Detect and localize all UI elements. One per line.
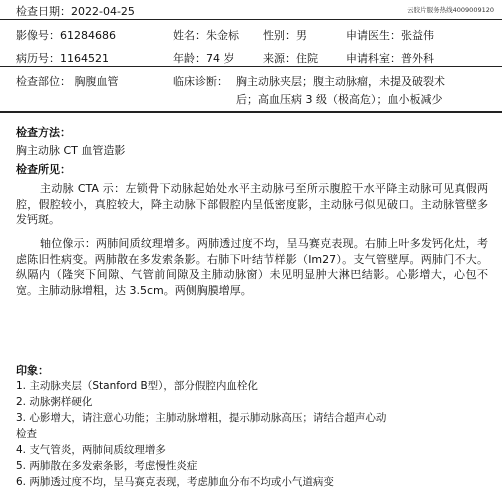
impression-item: 2. 动脉粥样硬化	[16, 396, 93, 408]
impression-item: 6. 两肺透过度不均，呈马赛克表现，考虑肺血分布不均或小气道病变	[16, 476, 334, 488]
header-divider	[0, 19, 502, 20]
impression-item: 检查	[16, 428, 37, 440]
impression-list	[16, 378, 492, 490]
patient-name: 姓名：朱金标	[173, 29, 239, 42]
exam-date: 检查日期：2022-04-25	[16, 5, 135, 18]
info-divider	[0, 66, 502, 67]
section-divider	[0, 111, 502, 113]
hotline-note: 云胶片服务热线4009009120	[407, 6, 494, 14]
diagnosis-label: 临床诊断：	[173, 75, 228, 88]
requesting-department: 申请科室：普外科	[346, 52, 434, 65]
record-number: 病历号：1164521	[16, 52, 109, 65]
impression-item: 1. 主动脉夹层（Stanford B型），部分假腔内血栓化	[16, 380, 258, 392]
diagnosis-line-1: 胸主动脉夹层；腹主动脉瘤，未提及破裂术	[236, 75, 445, 88]
exam-part: 检查部位： 胸腹血管	[16, 75, 119, 88]
findings-paragraph-axial: 轴位像示：两肺间质纹理增多。两肺透过度不均，呈马赛克表现。右肺上叶多发钙化灶，考虑陈旧性病变。两肺散在多发索条影。右肺下叶结节样影（Im27）。支气管壁厚。两肺门不大。纵隔内（隆突下间隙、气管前间隙及主肺动脉窗）未见明显肿大淋巴结影。心影增大，心包不宽。主肺动脉增粗，达 3.5cm。两侧胸膜增厚。	[16, 237, 488, 297]
patient-age: 年龄：74 岁	[173, 52, 235, 65]
method-text: 胸主动脉 CT 血管造影	[16, 144, 126, 157]
diagnosis-line-2: 后；高血压病 3 级（极高危）；血小板减少	[236, 93, 443, 106]
impression-item: 5. 两肺散在多发索条影，考虑慢性炎症	[16, 460, 198, 472]
patient-gender: 性别：男	[263, 29, 307, 42]
impression-item: 4. 支气管炎，两肺间质纹理增多	[16, 444, 166, 456]
method-title: 检查方法：	[16, 126, 71, 139]
patient-source: 来源：住院	[263, 52, 318, 65]
findings-title: 检查所见：	[16, 163, 71, 176]
impression-title: 印象：	[16, 364, 49, 377]
findings-paragraph-cta: 主动脉 CTA 示：左锁骨下动脉起始处水平主动脉弓至所示腹腔干水平降主动脉可见真假两腔，假腔较小，真腔较大，降主动脉下部假腔内呈低密度影，主动脉弓似见破口。主动脉管壁多发钙斑。	[16, 182, 488, 226]
image-number: 影像号：61284686	[16, 29, 116, 42]
requesting-doctor: 申请医生：张益伟	[346, 29, 434, 42]
impression-item: 3. 心影增大，请注意心功能；主肺动脉增粗，提示肺动脉高压；请结合超声心动	[16, 412, 387, 424]
